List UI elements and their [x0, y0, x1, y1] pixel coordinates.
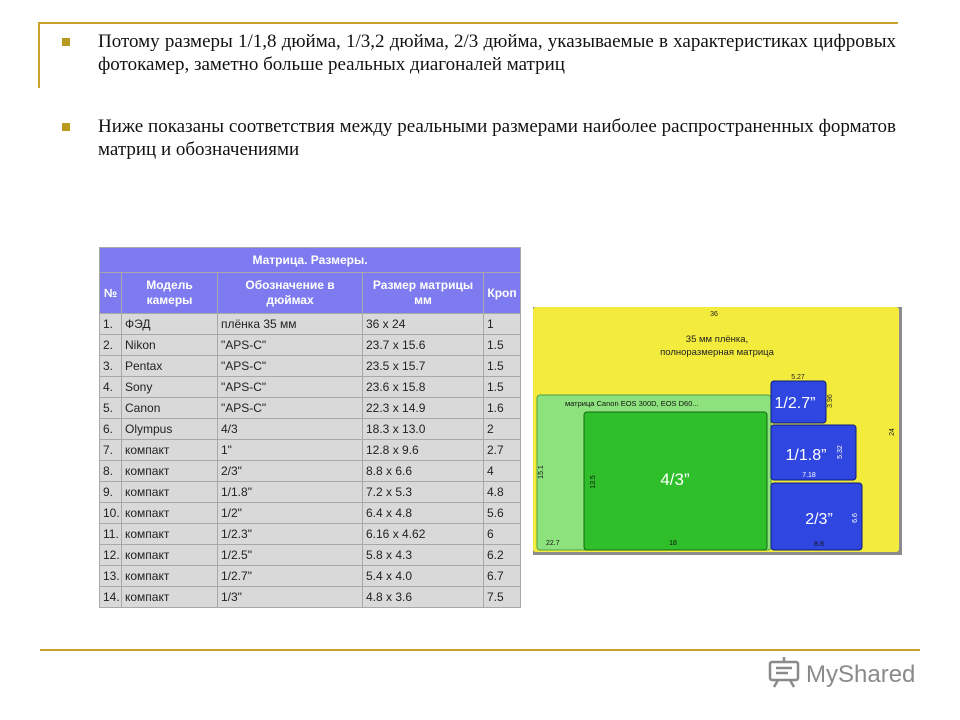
table-cell: 1.6 — [484, 398, 521, 419]
bullet-item — [60, 115, 896, 161]
sensor-2-3-width-label: 8.8 — [814, 541, 824, 548]
bottom-rule — [40, 649, 920, 651]
table-cell: компакт — [122, 461, 218, 482]
table-cell: 1. — [100, 314, 122, 335]
table-cell: 14. — [100, 587, 122, 608]
table-cell: 1 — [484, 314, 521, 335]
table-body — [100, 314, 521, 608]
bullet-list — [60, 30, 896, 200]
full-width-label: 36 — [710, 311, 718, 318]
logo-text: MyShared — [806, 661, 916, 688]
table-cell: 7.2 x 5.3 — [363, 482, 484, 503]
table-cell: компакт — [122, 524, 218, 545]
table-cell: 1/2" — [218, 503, 363, 524]
table-cell: 6.2 — [484, 545, 521, 566]
table-cell: 36 x 24 — [363, 314, 484, 335]
table-cell: плёнка 35 мм — [218, 314, 363, 335]
table-cell: 1.5 — [484, 356, 521, 377]
table-cell: 5.8 x 4.3 — [363, 545, 484, 566]
left-rule — [38, 22, 40, 88]
sensor-size-diagram — [533, 307, 902, 555]
top-rule — [38, 22, 898, 24]
table-cell: 6.16 x 4.62 — [363, 524, 484, 545]
sensor-1-2-7-width-label: 5.27 — [791, 374, 805, 381]
table-row — [100, 356, 521, 377]
projector-icon — [770, 657, 798, 687]
table-cell: 6 — [484, 524, 521, 545]
table-cell: "APS-C" — [218, 335, 363, 356]
table-cell: 1/2.7" — [218, 566, 363, 587]
table-cell: 10. — [100, 503, 122, 524]
column-header: Кроп — [484, 273, 521, 314]
table-cell: 7. — [100, 440, 122, 461]
table-cell: 4 — [484, 461, 521, 482]
table-row — [100, 482, 521, 503]
sensor-2-3-label: 2/3” — [805, 511, 833, 528]
apsc-title: матрица Canon EOS 300D, EOS D60... — [565, 399, 699, 408]
full-frame-subtitle: полноразмерная матрица — [660, 347, 774, 358]
apsc-height-label: 15.1 — [538, 465, 545, 479]
table-cell: 4.8 x 3.6 — [363, 587, 484, 608]
table-row — [100, 314, 521, 335]
four-thirds-height-label: 13.5 — [590, 475, 597, 489]
table-cell: 12.8 x 9.6 — [363, 440, 484, 461]
table-cell: 8. — [100, 461, 122, 482]
bullet-text: Ниже показаны соответствия между реальными размерами наиболее распространенных форматов матриц и обозначениями — [98, 116, 896, 160]
bullet-item — [60, 30, 896, 76]
table-row — [100, 524, 521, 545]
table-cell: 5.6 — [484, 503, 521, 524]
table-cell: 5. — [100, 398, 122, 419]
table-row — [100, 377, 521, 398]
table-cell: 1/3" — [218, 587, 363, 608]
table-cell: "APS-C" — [218, 356, 363, 377]
table-cell: 1/2.5" — [218, 545, 363, 566]
apsc-width-label: 22.7 — [546, 540, 560, 547]
table-cell: Canon — [122, 398, 218, 419]
table-cell: 1.5 — [484, 377, 521, 398]
table-cell: 2.7 — [484, 440, 521, 461]
column-header: Размер матрицы мм — [363, 273, 484, 314]
table-cell: 1.5 — [484, 335, 521, 356]
table-cell: 1" — [218, 440, 363, 461]
sensor-1-1-8-height-label: 5.32 — [837, 445, 844, 459]
table-cell: Sony — [122, 377, 218, 398]
table-cell: 22.3 x 14.9 — [363, 398, 484, 419]
four-thirds-label: 4/3” — [660, 470, 690, 489]
bullet-square-icon — [62, 123, 70, 131]
sensor-1-1-8-label: 1/1.8” — [785, 447, 827, 464]
table-row — [100, 503, 521, 524]
table-cell: 4.8 — [484, 482, 521, 503]
table-cell: 23.5 x 15.7 — [363, 356, 484, 377]
table-cell: компакт — [122, 482, 218, 503]
table-row — [100, 566, 521, 587]
bullet-text: Потому размеры 1/1,8 дюйма, 1/3,2 дюйма, 2/3 дюйма, указываемые в характеристиках цифровых фотокамер, заметно больше реальных диагоналей матриц — [98, 31, 896, 75]
table-cell: 6.4 x 4.8 — [363, 503, 484, 524]
table-cell: 18.3 x 13.0 — [363, 419, 484, 440]
column-header: № — [100, 273, 122, 314]
table-row — [100, 398, 521, 419]
sensor-1-1-8-width-label: 7.18 — [802, 472, 816, 479]
table-cell: 12. — [100, 545, 122, 566]
table-cell: "APS-C" — [218, 377, 363, 398]
table-cell: 23.6 x 15.8 — [363, 377, 484, 398]
table-cell: 1/1.8" — [218, 482, 363, 503]
sensor-1-2-7-height-label: 3.96 — [827, 394, 834, 408]
table-cell: 7.5 — [484, 587, 521, 608]
table-cell: компакт — [122, 503, 218, 524]
table-cell: 5.4 x 4.0 — [363, 566, 484, 587]
table-cell: 6. — [100, 419, 122, 440]
table-cell: компакт — [122, 440, 218, 461]
table-cell: 13. — [100, 566, 122, 587]
table-cell: 4. — [100, 377, 122, 398]
table-row — [100, 440, 521, 461]
sensor-1-2-7-label: 1/2.7” — [774, 395, 816, 412]
full-frame-title: 35 мм плёнка, — [685, 334, 749, 345]
table-row — [100, 419, 521, 440]
column-header: Обозначение в дюймах — [218, 273, 363, 314]
sensor-2-3-height-label: 6.6 — [852, 513, 859, 523]
table-cell: компакт — [122, 587, 218, 608]
myshared-logo[interactable] — [768, 656, 928, 690]
table-cell: 23.7 x 15.6 — [363, 335, 484, 356]
matrix-size-table — [99, 247, 521, 608]
table-cell: ФЭД — [122, 314, 218, 335]
table-cell: "APS-C" — [218, 398, 363, 419]
table-cell: 2 — [484, 419, 521, 440]
table-cell: Pentax — [122, 356, 218, 377]
table-row — [100, 587, 521, 608]
table-caption: Матрица. Размеры. — [100, 248, 521, 273]
table-cell: 2/3" — [218, 461, 363, 482]
table-row — [100, 545, 521, 566]
column-header: Модель камеры — [122, 273, 218, 314]
table-cell: 2. — [100, 335, 122, 356]
bullet-square-icon — [62, 38, 70, 46]
table-cell: Nikon — [122, 335, 218, 356]
full-height-label: 24 — [889, 428, 896, 436]
table-cell: 1/2.3" — [218, 524, 363, 545]
table-cell: компакт — [122, 545, 218, 566]
table-cell: 11. — [100, 524, 122, 545]
table-cell: 4/3 — [218, 419, 363, 440]
table-cell: Olympus — [122, 419, 218, 440]
four-thirds-width-label: 18 — [669, 540, 677, 547]
table-cell: 9. — [100, 482, 122, 503]
table-cell: 3. — [100, 356, 122, 377]
table-cell: 6.7 — [484, 566, 521, 587]
table-cell: 8.8 x 6.6 — [363, 461, 484, 482]
table-cell: компакт — [122, 566, 218, 587]
table-row — [100, 461, 521, 482]
table-row — [100, 335, 521, 356]
